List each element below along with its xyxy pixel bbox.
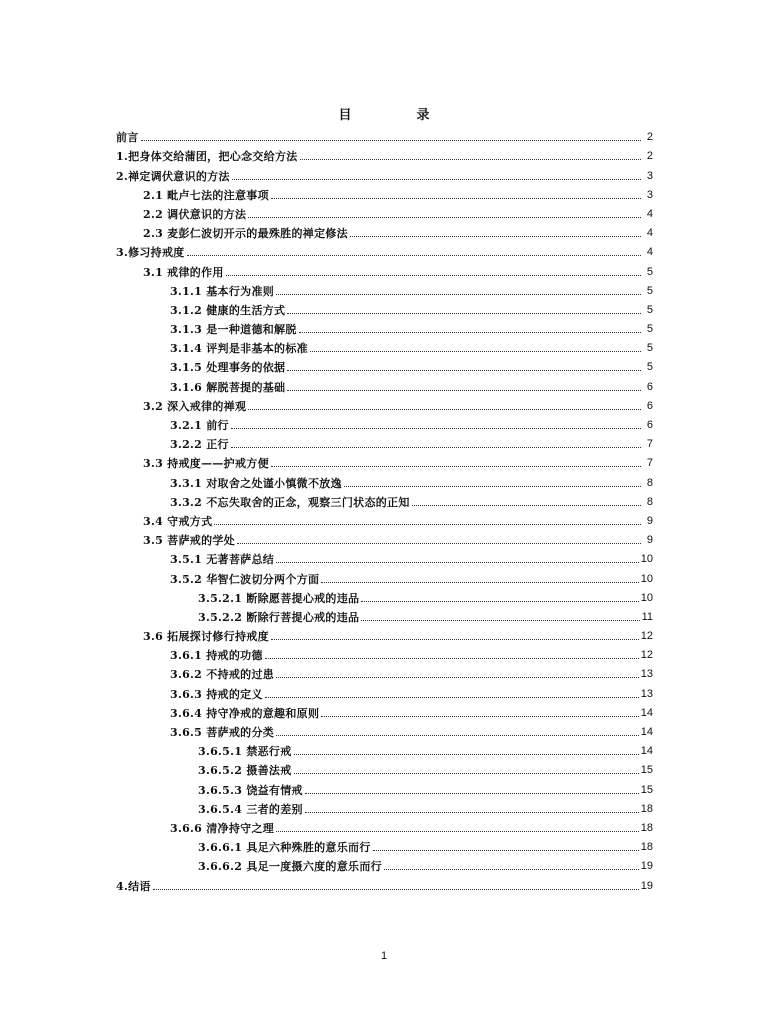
toc-entry-page: 13 bbox=[640, 668, 653, 681]
toc-entry-label: 3.5.2 华智仁波切分两个方面 bbox=[170, 572, 320, 586]
toc-dot-leader bbox=[276, 561, 639, 563]
toc-entry[interactable] bbox=[116, 240, 653, 259]
toc-dot-leader bbox=[300, 158, 641, 160]
toc-dot-leader bbox=[287, 312, 641, 314]
toc-entry-label: 2.3 麦彭仁波切开示的最殊胜的禅定修法 bbox=[143, 227, 348, 241]
toc-entry[interactable] bbox=[116, 432, 653, 451]
toc-entry-label: 3.6.5.1 禁恶行戒 bbox=[198, 745, 292, 759]
toc-dot-leader bbox=[231, 446, 641, 448]
toc-entry-page: 6 bbox=[646, 380, 653, 393]
toc-entry-label: 3.4 守戒方式 bbox=[143, 514, 213, 528]
toc-entry-page: 7 bbox=[646, 457, 653, 470]
toc-dot-leader bbox=[305, 811, 639, 813]
toc-entry-label: 3.6.5.3 饶益有情戒 bbox=[198, 783, 303, 797]
toc-dot-leader bbox=[305, 792, 639, 794]
toc-dot-leader bbox=[350, 235, 641, 237]
toc-dot-leader bbox=[321, 715, 639, 717]
toc-entry-page: 5 bbox=[646, 361, 653, 374]
toc-entry[interactable] bbox=[116, 681, 653, 700]
toc-dot-leader bbox=[361, 600, 638, 602]
toc-entry-page: 12 bbox=[640, 630, 653, 643]
toc-entry-page: 18 bbox=[640, 841, 653, 854]
page-number: 1 bbox=[380, 950, 388, 962]
toc-entry-page: 14 bbox=[640, 745, 653, 758]
toc-entry[interactable] bbox=[116, 586, 653, 605]
toc-entry-page: 14 bbox=[640, 726, 653, 738]
toc-entry-page: 2 bbox=[646, 131, 653, 144]
toc-dot-leader bbox=[248, 216, 641, 218]
toc-dot-leader bbox=[276, 676, 639, 678]
toc-entry-label: 3.6.5 菩萨戒的分类 bbox=[170, 726, 275, 739]
toc-entry-page: 18 bbox=[640, 802, 653, 815]
toc-entry-page: 8 bbox=[646, 495, 653, 508]
toc-entry-page: 10 bbox=[640, 591, 653, 604]
toc-entry[interactable] bbox=[116, 739, 653, 758]
toc-entry[interactable] bbox=[116, 336, 653, 355]
toc-entry-label: 3.2 深入戒律的禅观 bbox=[143, 399, 247, 413]
toc-entry-page: 9 bbox=[646, 514, 653, 527]
toc-entry[interactable] bbox=[116, 259, 653, 278]
toc-entry-label: 3.6.6 清净持守之理 bbox=[170, 821, 275, 835]
toc-dot-leader bbox=[265, 696, 639, 698]
toc-entry-label: 3.3.1 对取舍之处谨小慎微不放逸 bbox=[170, 476, 342, 490]
toc-entry-page: 6 bbox=[646, 399, 653, 412]
toc-entry-page: 18 bbox=[640, 821, 653, 834]
toc-dot-leader bbox=[344, 485, 641, 487]
toc-entry-label: 3.2.2 正行 bbox=[170, 438, 229, 452]
toc-entry[interactable] bbox=[116, 125, 653, 144]
toc-entry-page: 15 bbox=[640, 764, 653, 777]
toc-dot-leader bbox=[271, 638, 639, 640]
toc-entry-label: 3.1.1 基本行为准则 bbox=[170, 284, 275, 298]
toc-entry[interactable] bbox=[116, 298, 653, 317]
toc-dot-leader bbox=[265, 657, 639, 659]
toc-entry-label: 3.修习持戒度 bbox=[116, 246, 185, 260]
toc-entry[interactable] bbox=[116, 183, 653, 202]
toc-entry-label: 3.3.2 不忘失取舍的正念，观察三门状态的正知 bbox=[170, 495, 410, 509]
toc-entry[interactable] bbox=[116, 797, 653, 816]
toc-entry[interactable] bbox=[116, 758, 653, 777]
toc-entry[interactable] bbox=[116, 566, 653, 585]
toc-entry[interactable] bbox=[116, 490, 653, 509]
toc-dot-leader bbox=[214, 523, 641, 525]
toc-dot-leader bbox=[276, 830, 639, 832]
toc-entry[interactable] bbox=[116, 835, 653, 854]
toc-entry-label: 3.6.5.2 摄善法戒 bbox=[198, 764, 292, 778]
toc-dot-leader bbox=[153, 888, 639, 890]
toc-entry-label: 3.6.3 持戒的定义 bbox=[170, 687, 263, 701]
toc-entry-page: 12 bbox=[640, 649, 653, 662]
toc-dot-leader bbox=[321, 581, 639, 583]
toc-entry-page: 3 bbox=[646, 188, 653, 201]
toc-entry-label: 3.1 戒律的作用 bbox=[143, 265, 224, 279]
toc-entry-label: 3.6.2 不持戒的过患 bbox=[170, 668, 275, 682]
toc-entry-label: 3.1.6 解脱菩提的基础 bbox=[170, 380, 286, 394]
toc-list bbox=[116, 125, 653, 893]
toc-entry-page: 8 bbox=[646, 476, 653, 489]
toc-dot-leader bbox=[287, 389, 641, 391]
toc-entry-label: 3.1.3 是一种道德和解脱 bbox=[170, 323, 297, 337]
toc-entry[interactable] bbox=[116, 605, 653, 624]
toc-dot-leader bbox=[231, 427, 641, 429]
toc-entry-label: 3.5.2.2 断除行菩提心戒的违品 bbox=[198, 610, 360, 624]
toc-entry[interactable] bbox=[116, 624, 653, 643]
toc-entry[interactable] bbox=[116, 547, 653, 566]
toc-entry[interactable] bbox=[116, 374, 653, 393]
toc-entry-page: 2 bbox=[646, 150, 653, 163]
toc-dot-leader bbox=[226, 274, 641, 276]
toc-entry-page: 10 bbox=[640, 572, 653, 585]
toc-entry[interactable] bbox=[116, 528, 653, 547]
toc-entry-page: 3 bbox=[646, 169, 653, 182]
toc-dot-leader bbox=[271, 465, 641, 467]
toc-entry-label: 3.6.6.2 具足一度摄六度的意乐而行 bbox=[198, 860, 382, 874]
toc-entry-label: 2.禅定调伏意识的方法 bbox=[116, 169, 230, 183]
toc-entry-label: 1.把身体交给蒲团，把心念交给方法 bbox=[116, 150, 298, 164]
toc-entry[interactable] bbox=[116, 777, 653, 796]
toc-entry[interactable] bbox=[116, 279, 653, 298]
toc-entry-label: 3.1.5 处理事务的依据 bbox=[170, 361, 286, 375]
toc-entry-page: 5 bbox=[646, 265, 653, 278]
toc-entry-page: 13 bbox=[640, 687, 653, 700]
toc-dot-leader bbox=[276, 734, 639, 736]
toc-entry[interactable] bbox=[116, 355, 653, 374]
toc-dot-leader bbox=[141, 139, 641, 141]
toc-dot-leader bbox=[373, 849, 639, 851]
toc-entry-label: 2.2 调伏意识的方法 bbox=[143, 207, 247, 221]
toc-entry[interactable] bbox=[116, 720, 653, 739]
toc-entry-page: 5 bbox=[646, 303, 653, 316]
toc-entry[interactable] bbox=[116, 816, 653, 835]
toc-entry[interactable] bbox=[116, 317, 653, 336]
toc-entry[interactable] bbox=[116, 163, 653, 182]
toc-entry-page: 6 bbox=[646, 419, 653, 431]
toc-entry-page: 4 bbox=[646, 207, 653, 220]
toc-entry-label: 4.结语 bbox=[116, 879, 151, 893]
toc-dot-leader bbox=[187, 254, 641, 256]
toc-entry-label: 3.2.1 前行 bbox=[170, 419, 229, 432]
toc-entry-label: 3.6 拓展探讨修行持戒度 bbox=[143, 630, 269, 644]
toc-entry-label: 3.1.2 健康的生活方式 bbox=[170, 303, 286, 317]
toc-entry[interactable] bbox=[116, 221, 653, 240]
toc-entry-label: 3.5 菩萨戒的学处 bbox=[143, 534, 235, 548]
toc-entry-page: 7 bbox=[646, 438, 653, 451]
toc-entry[interactable] bbox=[116, 509, 653, 528]
toc-dot-leader bbox=[271, 197, 641, 199]
toc-dot-leader bbox=[310, 350, 641, 352]
toc-dot-leader bbox=[248, 408, 641, 410]
toc-entry[interactable] bbox=[116, 643, 653, 662]
toc-entry[interactable] bbox=[116, 854, 653, 873]
toc-dot-leader bbox=[287, 369, 641, 371]
toc-dot-leader bbox=[294, 772, 639, 774]
toc-entry[interactable] bbox=[116, 873, 653, 892]
toc-entry[interactable] bbox=[116, 202, 653, 221]
toc-entry[interactable] bbox=[116, 701, 653, 720]
toc-entry-page: 5 bbox=[646, 323, 653, 336]
toc-entry[interactable] bbox=[116, 662, 653, 681]
toc-entry-label: 前言 bbox=[116, 131, 139, 145]
toc-entry-page: 9 bbox=[646, 534, 653, 547]
toc-entry-page: 19 bbox=[640, 879, 653, 892]
toc-entry-page: 15 bbox=[640, 783, 653, 796]
toc-entry-page: 10 bbox=[640, 553, 653, 566]
toc-entry-label: 3.6.4 持守净戒的意趣和原则 bbox=[170, 706, 320, 720]
toc-entry[interactable] bbox=[116, 394, 653, 413]
toc-entry-page: 11 bbox=[641, 610, 653, 623]
toc-entry-label: 3.6.1 持戒的功德 bbox=[170, 649, 263, 663]
toc-entry-page: 5 bbox=[646, 342, 653, 355]
toc-entry-label: 2.1 毗卢七法的注意事项 bbox=[143, 188, 269, 202]
toc-entry-label: 3.5.1 无著菩萨总结 bbox=[170, 553, 275, 567]
toc-entry-label: 3.1.4 评判是非基本的标准 bbox=[170, 342, 308, 356]
toc-dot-leader bbox=[299, 331, 641, 333]
toc-dot-leader bbox=[237, 542, 641, 544]
toc-entry[interactable] bbox=[116, 413, 653, 432]
toc-entry[interactable] bbox=[116, 470, 653, 489]
toc-dot-leader bbox=[361, 619, 639, 621]
toc-entry-page: 4 bbox=[646, 246, 653, 259]
toc-dot-leader bbox=[232, 178, 641, 180]
toc-entry-label: 3.6.6.1 具足六种殊胜的意乐而行 bbox=[198, 841, 371, 855]
toc-entry-page: 19 bbox=[640, 860, 653, 873]
toc-entry[interactable] bbox=[116, 451, 653, 470]
toc-entry-label: 3.5.2.1 断除愿菩提心戒的违品 bbox=[198, 591, 360, 605]
toc-entry-label: 3.3 持戒度——护戒方便 bbox=[143, 457, 269, 471]
toc-dot-leader bbox=[412, 504, 641, 506]
toc-entry-page: 5 bbox=[646, 284, 653, 297]
toc-entry[interactable] bbox=[116, 144, 653, 163]
toc-dot-leader bbox=[294, 753, 639, 755]
toc-entry-page: 14 bbox=[640, 706, 653, 719]
toc-dot-leader bbox=[276, 293, 641, 295]
toc-entry-page: 4 bbox=[646, 227, 653, 240]
toc-dot-leader bbox=[384, 868, 639, 870]
toc-title: 目 录 bbox=[338, 108, 456, 123]
toc-entry-label: 3.6.5.4 三者的差别 bbox=[198, 802, 303, 816]
